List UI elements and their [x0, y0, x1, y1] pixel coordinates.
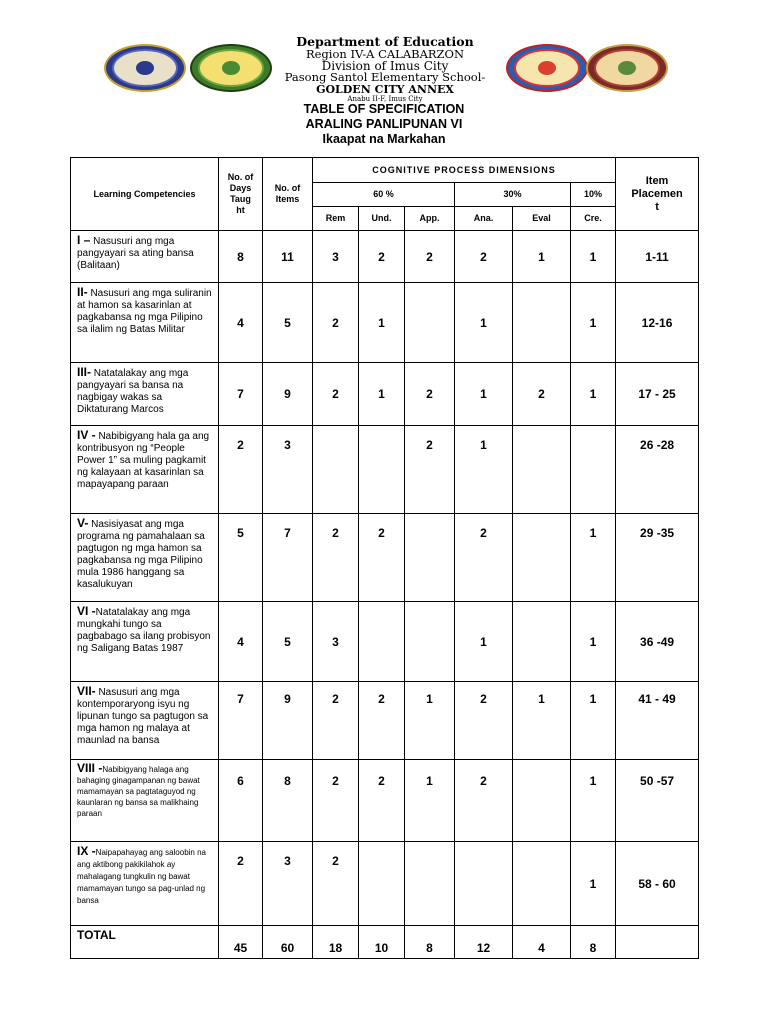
- cre-cell: [571, 426, 616, 514]
- eval-cell: [513, 283, 571, 363]
- items-cell: 3: [263, 842, 313, 926]
- app-cell: 1: [405, 682, 455, 760]
- header-ana: Ana.: [455, 207, 513, 231]
- placement-cell: 41 - 49: [616, 682, 699, 760]
- placement-cell: 36 -49: [616, 602, 699, 682]
- rem-cell: 2: [313, 363, 359, 426]
- ana-cell: 1: [455, 363, 513, 426]
- app-cell: 2: [405, 363, 455, 426]
- placement-cell: 26 -28: [616, 426, 699, 514]
- header-eval: Eval: [513, 207, 571, 231]
- total-ana: 12: [455, 926, 513, 959]
- eval-cell: [513, 760, 571, 842]
- header-learning-competencies: Learning Competencies: [71, 158, 219, 231]
- specification-table: [70, 157, 699, 959]
- days-cell: 2: [219, 842, 263, 926]
- cre-cell: 1: [571, 602, 616, 682]
- school-name: Pasong Santol Elementary School-: [284, 70, 486, 84]
- rem-cell: 2: [313, 760, 359, 842]
- rem-cell: 3: [313, 231, 359, 283]
- rem-cell: 2: [313, 283, 359, 363]
- cre-cell: 1: [571, 842, 616, 926]
- und-cell: 1: [359, 363, 405, 426]
- und-cell: [359, 602, 405, 682]
- und-cell: 2: [359, 231, 405, 283]
- school-seal-logo: [190, 44, 272, 92]
- app-cell: 2: [405, 231, 455, 283]
- header-group-60: 60 %: [313, 183, 455, 207]
- eval-cell: 1: [513, 231, 571, 283]
- eval-cell: 1: [513, 682, 571, 760]
- annex-name: GOLDEN CITY ANNEX: [316, 82, 454, 96]
- days-cell: 7: [219, 682, 263, 760]
- ana-cell: 2: [455, 514, 513, 602]
- school-address: Anabu II-F, Imus City: [347, 94, 423, 103]
- app-cell: 2: [405, 426, 455, 514]
- placement-cell: 58 - 60: [616, 842, 699, 926]
- placement-cell: 17 - 25: [616, 363, 699, 426]
- header-app: App.: [405, 207, 455, 231]
- placement-cell: 12-16: [616, 283, 699, 363]
- app-cell: 1: [405, 760, 455, 842]
- table-row: [71, 682, 699, 760]
- placement-cell: 1-11: [616, 231, 699, 283]
- total-cre: 8: [571, 926, 616, 959]
- eval-cell: [513, 602, 571, 682]
- division-name: Division of Imus City: [321, 59, 449, 73]
- total-days: 45: [219, 926, 263, 959]
- header-und: Und.: [359, 207, 405, 231]
- days-cell: 2: [219, 426, 263, 514]
- letterhead-header: [0, 30, 768, 103]
- days-cell: 8: [219, 231, 263, 283]
- total-eval: 4: [513, 926, 571, 959]
- competency-cell: VI -Natatalakay ang mga mungkahi tungo sa pagbabago sa ilang probisyon ng Saligang Batas 1987: [71, 602, 219, 682]
- competency-cell: IV - Nabibigyang hala ga ang kontribusyon ng “People Power 1” sa muling pagkamit ng kalayaan at kasarinlan sa mapayapang paraan: [71, 426, 219, 514]
- ana-cell: 2: [455, 682, 513, 760]
- total-label: TOTAL: [71, 926, 219, 959]
- items-cell: 5: [263, 602, 313, 682]
- ana-cell: 2: [455, 760, 513, 842]
- rem-cell: 2: [313, 514, 359, 602]
- days-cell: 5: [219, 514, 263, 602]
- total-row: [71, 926, 699, 959]
- document-subject: ARALING PANLIPUNAN VI: [305, 117, 463, 131]
- items-cell: 9: [263, 363, 313, 426]
- items-cell: 7: [263, 514, 313, 602]
- division-seal-logo: [586, 44, 668, 92]
- header-item-placement: Item Placemen t: [616, 158, 699, 231]
- items-cell: 8: [263, 760, 313, 842]
- cre-cell: 1: [571, 760, 616, 842]
- und-cell: [359, 842, 405, 926]
- rem-cell: 3: [313, 602, 359, 682]
- document-title: TABLE OF SPECIFICATION: [303, 102, 465, 116]
- items-cell: 3: [263, 426, 313, 514]
- table-row: [71, 426, 699, 514]
- header-cre: Cre.: [571, 207, 616, 231]
- ana-cell: 1: [455, 283, 513, 363]
- und-cell: 2: [359, 514, 405, 602]
- und-cell: 2: [359, 760, 405, 842]
- cre-cell: 1: [571, 363, 616, 426]
- table-row: [71, 842, 699, 926]
- app-cell: [405, 283, 455, 363]
- header-days-taught: No. of Days Taug ht: [219, 158, 263, 231]
- und-cell: 1: [359, 283, 405, 363]
- table-row: [71, 231, 699, 283]
- days-cell: 7: [219, 363, 263, 426]
- letterhead-text: [270, 36, 500, 103]
- competency-cell: I – Nasusuri ang mga pangyayari sa ating bansa (Balitaan): [71, 231, 219, 283]
- ana-cell: [455, 842, 513, 926]
- total-placement: [616, 926, 699, 959]
- document-quarter: Ikaapat na Markahan: [322, 132, 446, 146]
- eval-cell: [513, 842, 571, 926]
- placement-cell: 29 -35: [616, 514, 699, 602]
- total-app: 8: [405, 926, 455, 959]
- rem-cell: 2: [313, 682, 359, 760]
- table-row: [71, 283, 699, 363]
- header-cognitive-process: COGNITIVE PROCESS DIMENSIONS: [313, 158, 616, 183]
- total-rem: 18: [313, 926, 359, 959]
- total-und: 10: [359, 926, 405, 959]
- competency-cell: II- Nasusuri ang mga suliranin at hamon sa kasarinlan at pagkabansa ng mga Pilipino sa ilalim ng Batas Militar: [71, 283, 219, 363]
- eval-cell: [513, 514, 571, 602]
- cre-cell: 1: [571, 231, 616, 283]
- table-row: [71, 760, 699, 842]
- ana-cell: 1: [455, 426, 513, 514]
- header-group-30: 30%: [455, 183, 571, 207]
- cre-cell: 1: [571, 682, 616, 760]
- app-cell: [405, 514, 455, 602]
- items-cell: 11: [263, 231, 313, 283]
- deped-seal-logo: [104, 44, 186, 92]
- items-cell: 5: [263, 283, 313, 363]
- department-name: Department of Education: [296, 34, 474, 49]
- table-row: [71, 602, 699, 682]
- cre-cell: 1: [571, 283, 616, 363]
- und-cell: [359, 426, 405, 514]
- und-cell: 2: [359, 682, 405, 760]
- app-cell: [405, 842, 455, 926]
- imus-city-seal-logo: [506, 44, 588, 92]
- competency-cell: III- Natatalakay ang mga pangyayari sa bansa na nagbigay wakas sa Diktaturang Marcos: [71, 363, 219, 426]
- rem-cell: [313, 426, 359, 514]
- days-cell: 4: [219, 283, 263, 363]
- competency-cell: VIII -Nabibigyang halaga ang bahaging ginagampanan ng bawat mamamayan sa pagtataguyod ng kaunlaran ng bansa sa malikhaing paraan: [71, 760, 219, 842]
- days-cell: 6: [219, 760, 263, 842]
- table-row: [71, 363, 699, 426]
- eval-cell: [513, 426, 571, 514]
- document-title-block: [0, 102, 768, 147]
- region-name: Region IV-A CALABARZON: [305, 46, 465, 61]
- competency-cell: V- Nasisiyasat ang mga programa ng pamahalaan sa pagtugon ng mga hamon sa pagkabansa ng mga Pilipino mula 1986 hanggang sa kasalukuyan: [71, 514, 219, 602]
- table-row: [71, 514, 699, 602]
- placement-cell: 50 -57: [616, 760, 699, 842]
- items-cell: 9: [263, 682, 313, 760]
- ana-cell: 2: [455, 231, 513, 283]
- eval-cell: 2: [513, 363, 571, 426]
- cre-cell: 1: [571, 514, 616, 602]
- days-cell: 4: [219, 602, 263, 682]
- header-group-10: 10%: [571, 183, 616, 207]
- app-cell: [405, 602, 455, 682]
- header-rem: Rem: [313, 207, 359, 231]
- header-no-of-items: No. of Items: [263, 158, 313, 231]
- ana-cell: 1: [455, 602, 513, 682]
- rem-cell: 2: [313, 842, 359, 926]
- competency-cell: VII- Nasusuri ang mga kontemporaryong isyu ng lipunan tungo sa pagtugon sa mga hamon ng malaya at maunlad na bansa: [71, 682, 219, 760]
- competency-cell: IX -Naipapahayag ang saloobin na ang aktibong pakikilahok ay mahalagang tungkulin ng bawat mamamayan tungo sa pag-unlad ng bansa: [71, 842, 219, 926]
- total-items: 60: [263, 926, 313, 959]
